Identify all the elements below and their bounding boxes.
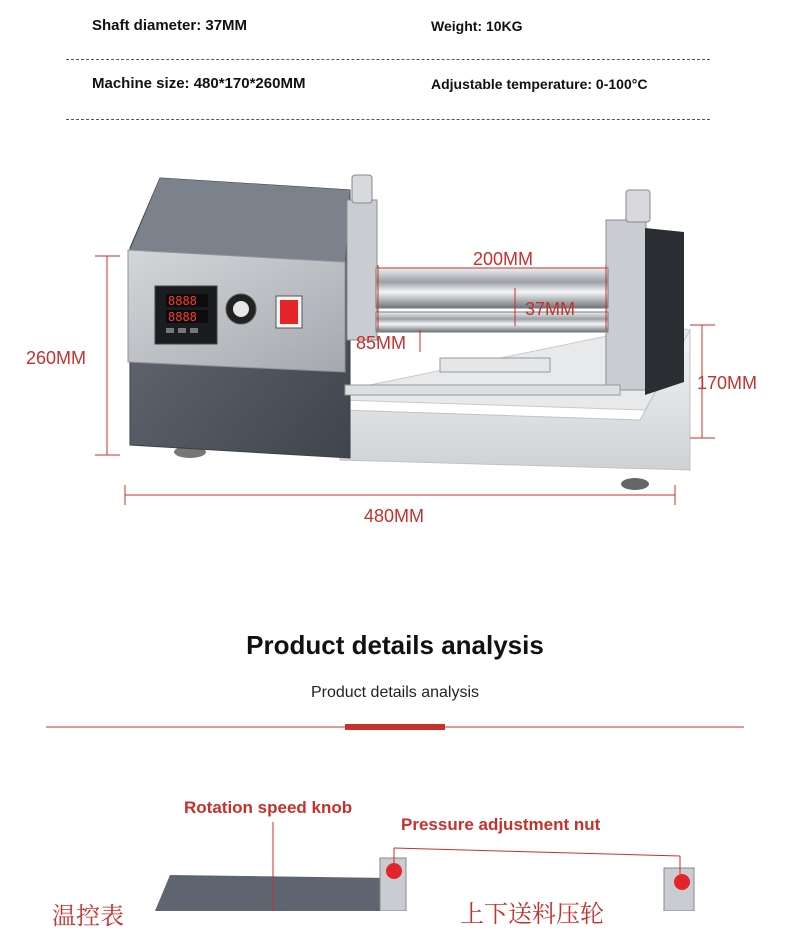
section-subtitle: Product details analysis	[310, 684, 480, 701]
feed-pressure-roller-callout: 上下送料压轮	[460, 901, 604, 928]
spec-weight: Weight: 10KG	[431, 18, 523, 34]
section-title: Product details analysis	[246, 630, 544, 660]
spec-temperature: Adjustable temperature: 0-100°C	[431, 76, 648, 92]
dim-depth-label: 170MM	[697, 373, 758, 393]
right-roller-post	[606, 220, 646, 390]
svg-text:8888: 8888	[168, 294, 197, 308]
section-rule-accent	[345, 724, 445, 730]
speed-knob-callout: Rotation speed knob	[184, 798, 353, 817]
svg-text:8888: 8888	[168, 310, 197, 324]
spec-machine-size: Machine size: 480*170*260MM	[92, 75, 306, 92]
dim-roller-length-label: 200MM	[473, 249, 534, 269]
dim-width-label: 480MM	[364, 506, 425, 526]
dim-gap-label: 85MM	[356, 333, 407, 353]
left-roller-post	[347, 200, 377, 340]
pressure-nut-marker-left	[386, 863, 402, 879]
dim-height-label: 260MM	[26, 348, 87, 368]
spec-shaft-diameter: Shaft diameter: 37MM	[92, 17, 248, 34]
pressure-nut-marker-right	[674, 874, 690, 890]
temperature-controller-callout: 温控表	[52, 903, 124, 930]
dim-shaft-label: 37MM	[525, 299, 576, 319]
pressure-nut-callout: Pressure adjustment nut	[401, 815, 601, 834]
